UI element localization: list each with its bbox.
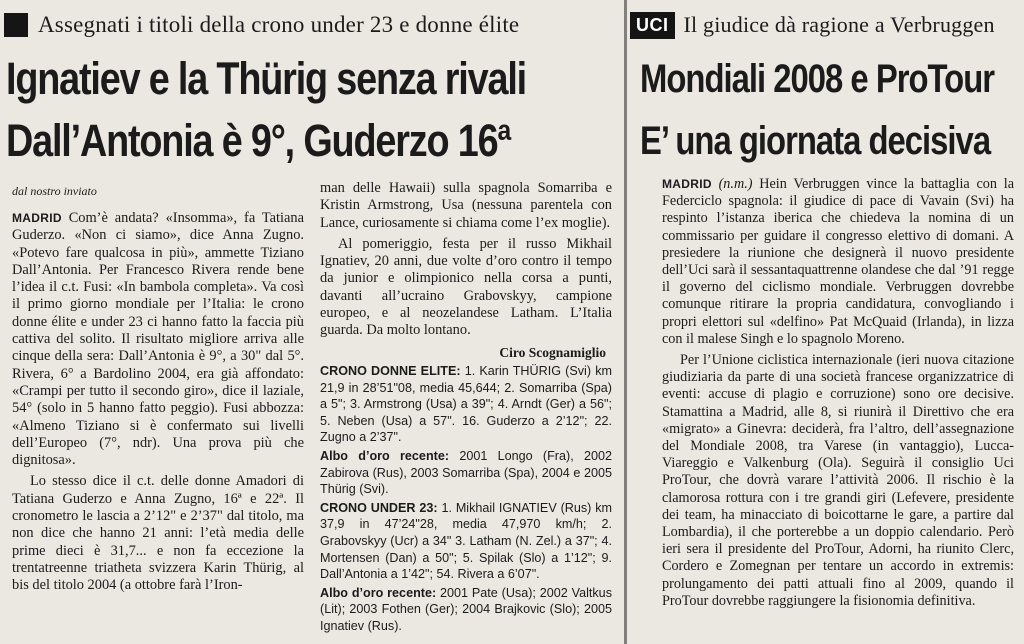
dateline: MADRID xyxy=(12,211,62,225)
left-article-column-1 xyxy=(12,210,304,599)
left-col2-paragraph-1: man delle Hawaii) sulla spagnola Somarriba e Kristin Armstrong, Usa (nessuna parentela con Lance, curiosamente si chiama come l’ex moglie). xyxy=(320,180,612,231)
left-col1-paragraph-1: MADRID Com’è andata? «Insomma», fa Tatiana Guderzo. «Non ci siamo», dice Anna Zugno. «Potevo fare qualcosa in più», ammette Tiziano Dall’Antonia. Per Francesco Rivera rende bene l’idea il c.t. Fusi: «In bambola completa». Va così il primo giorno mondiale per l’Italia: le crono donne élite e under 23 ci hanno fatto la faccia più cattiva del solito. Il risultato migliore arriva alle cinque della sera: Dall’Antonia è 9°, a 30" dal 5°. Rivera, 6° a Bardolino 2004, era già affondato: «Crampi per tutto il secondo giro», dice il laziale, 54° (solo in 5 hanno fatto peggio). Fusi abbozza: «Almeno Tiziano si è confermato sui livelli dell’Europeo (7°, ndr). Una prova più che dignitosa». xyxy=(12,210,304,469)
results-box xyxy=(320,363,612,635)
right-paragraph-1: MADRID (n.m.) Hein Verbruggen vince la battaglia con la Federciclo spagnola: il giudice di pace di Vavain (Svi) ha respinto l’istanza iberica che chiedeva la nomina di un commissario per guidare il congresso elettivo di domani. A presiedere la riunione che designerà il nuovo presidente dell’Uci sarà il sessantaquattrenne olandese che dal ’91 regge il governo del ciclismo mondiale. Verbruggen dovrebbe comunque ritirare la propria candidatura, convogliando i propri elettori sul «delfino» Pat McQuaid (Irlanda), in lizza con il malese Singh e lo spagnolo Moreno. xyxy=(662,176,1014,347)
results-under-23: CRONO UNDER 23: 1. Mikhail IGNATIEV (Rus) km 37,9 in 47’24"28, media 47,970 km/h; 2. Grabovskyy (Ucr) a 34" 3. Latham (N. Zel.) a 37"; 4. Mortensen (Dan) a 50"; 5. Spilak (Slo) a 1’12"; 9. Dall’Antonia a 1’42"; 54. Rivera a 6’07". xyxy=(320,500,613,582)
byline: dal nostro inviato xyxy=(12,184,97,198)
right-article-column xyxy=(662,176,1014,614)
right-kicker xyxy=(630,8,1020,42)
left-kicker xyxy=(4,8,616,42)
left-col1-paragraph-2: Lo stesso dice il c.t. delle donne Amadori di Tatiana Guderzo e Anna Zugno, 16ª e 22ª. Il cronometro le lascia a 2’12" e 2’37" dal titolo, ma non dice che hanno 21 anni: l’età media delle prime dieci è 31,7... e non fa eccezione la trentatreenne triatheta svizzera Karin Thürig, al bis del titolo 2004 (a ottobre farà l’Iron- xyxy=(12,473,304,594)
right-headline xyxy=(640,48,995,172)
right-dateline: MADRID xyxy=(662,177,712,191)
albo-under-23: Albo d’oro recente: 2001 Pate (Usa); 2002 Valtkus (Lit); 2003 Fothen (Ger); 2004 Brajkovic (Slo); 2005 Ignatiev (Rus). xyxy=(320,585,612,633)
right-headline-line-1: Mondiali 2008 e ProTour xyxy=(640,57,995,101)
albo-women-elite: Albo d’oro recente: 2001 Longo (Fra), 2002 Zabirova (Rus), 2003 Somarriba (Spa), 2004 e 2005 Thürig (Svi). xyxy=(320,448,613,497)
right-headline-line-2: E’ una giornata decisiva xyxy=(640,119,991,163)
author-signature: Ciro Scognamiglio xyxy=(499,344,606,360)
results-women-elite: CRONO DONNE ELITE: 1. Karin THÜRIG (Svi) km 21,9 in 28’51"08, media 45,644; 2. Somarriba (Spa) a 5"; 3. Armstrong (Usa) a 39"; 4. Arndt (Ger) a 56"; 5. Neben (Usa) a 57". 16. Guderzo a 2’12"; 22. Zugno a 2’37". xyxy=(320,363,612,445)
left-headline-line-2: Dall’Antonia è 9°, Guderzo 16ª xyxy=(6,115,511,166)
column-divider xyxy=(624,0,627,644)
left-article-column-2 xyxy=(320,180,612,636)
left-headline xyxy=(6,48,526,172)
right-paragraph-2: Per l’Unione ciclistica internazionale (ieri nuova citazione giudiziaria da parte di una società francese organizzatrice di eventi: accuse di plagio e corruzione) sono ore decisive. Stamattina a Madrid, alle 8, si riunirà il Direttivo che era «migrato» a Ginevra: deciderà, fra l’altro, dell’assegnazione del Mondiale 2008, tra Varese (in vantaggio), Lucca-Viareggio e Valkenburg (Ola). Seguirà il consiglio Uci ProTour, che dovrà varare l’attività 2006. Il rischio è la clamorosa rottura con i tre grandi giri (Lefevere, presidente dei team, ha minacciato di boicottarne le gare, a partire dal Lombardia), il che porterebbe a un doppio calendario. Però ieri sera il presidente del ProTour, Adorni, ha riunito Clerc, Cordero e Zomegnan per tentare un accordo in extremis: prolungamento dei patti attuali fino al 2009, quando il ProTour dovrebbe raggiungere la fisionomia definitiva. xyxy=(662,352,1014,609)
left-kicker-text: Assegnati i titoli della crono under 23 e donne élite xyxy=(38,12,520,37)
left-col2-paragraph-2: Al pomeriggio, festa per il russo Mikhail Ignatiev, 20 anni, due volte d’oro contro il tempo da junior e olimpionico nella corsa a punti, davanti all’ucraino Grabovskyy, campione europeo, e al neozelandese Latham. L’Italia guarda. Da molto lontano. xyxy=(320,235,612,339)
uci-badge: UCI xyxy=(630,12,675,39)
left-headline-line-1: Ignatiev e la Thürig senza rivali xyxy=(6,53,526,104)
kicker-square-icon xyxy=(4,13,28,37)
right-kicker-text: Il giudice dà ragione a Verbruggen xyxy=(683,12,995,37)
